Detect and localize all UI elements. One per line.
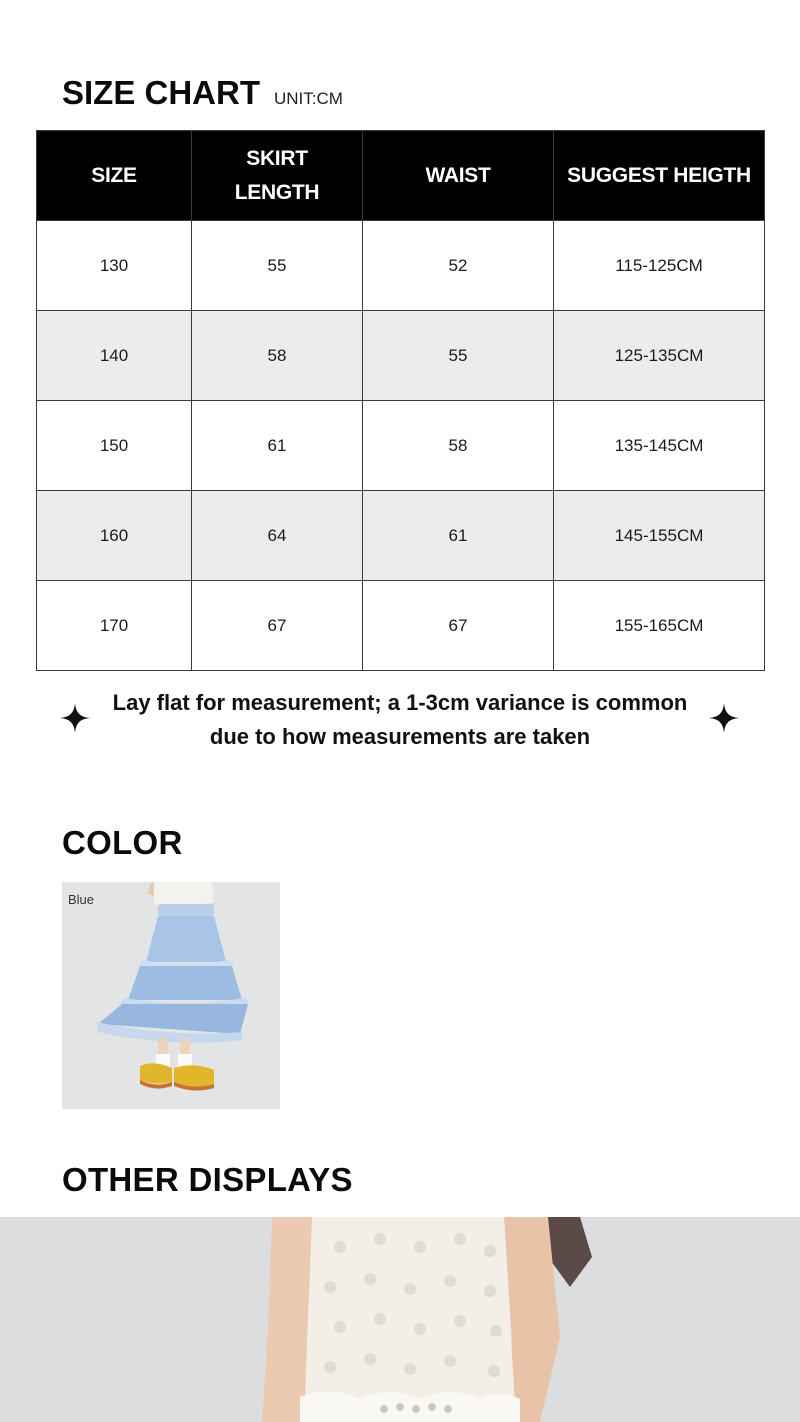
table-row [37,311,765,401]
size-chart-unit: UNIT:CM [274,89,343,108]
cell-waist: 52 [363,221,554,311]
cell-waist: 67 [363,581,554,671]
cell-waist: 58 [363,401,554,491]
cell-skirt-length: 67 [192,581,363,671]
table-row [37,401,765,491]
cell-suggest-height: 135-145CM [554,401,765,491]
cell-waist: 61 [363,491,554,581]
cell-waist: 55 [363,311,554,401]
table-row [37,491,765,581]
cell-size: 150 [37,401,192,491]
table-row [37,221,765,311]
measurement-note-line1: Lay flat for measurement; a 1-3cm variance is common [112,690,688,715]
cell-skirt-length: 64 [192,491,363,581]
cell-skirt-length: 61 [192,401,363,491]
display-photo [0,1217,800,1422]
size-chart-title: SIZE CHART [62,74,260,111]
color-swatch-blue[interactable] [62,882,280,1109]
skirt-photo [62,882,280,1109]
measurement-note-line2: due to how measurements are taken [209,724,591,749]
header-waist: WAIST [363,131,554,221]
size-chart-heading [62,74,343,114]
table-row [37,581,765,671]
header-size: SIZE [37,131,192,221]
sparkle-icon [709,703,739,733]
header-skirt-length: SKIRT LENGTH [192,131,363,221]
swatch-label: Blue [68,892,95,907]
cell-skirt-length: 55 [192,221,363,311]
cell-size: 130 [37,221,192,311]
model-photo [0,1217,800,1422]
cell-suggest-height: 155-165CM [554,581,765,671]
cell-size: 170 [37,581,192,671]
cell-suggest-height: 125-135CM [554,311,765,401]
color-section-title: COLOR [62,824,183,861]
other-displays-title: OTHER DISPLAYS [62,1161,353,1198]
header-suggest-height: SUGGEST HEIGTH [554,131,765,221]
size-chart-table [36,130,765,671]
cell-suggest-height: 145-155CM [554,491,765,581]
cell-skirt-length: 58 [192,311,363,401]
cell-size: 160 [37,491,192,581]
cell-size: 140 [37,311,192,401]
cell-suggest-height: 115-125CM [554,221,765,311]
table-header-row [37,131,765,221]
sparkle-icon [60,703,90,733]
measurement-note [100,686,700,754]
